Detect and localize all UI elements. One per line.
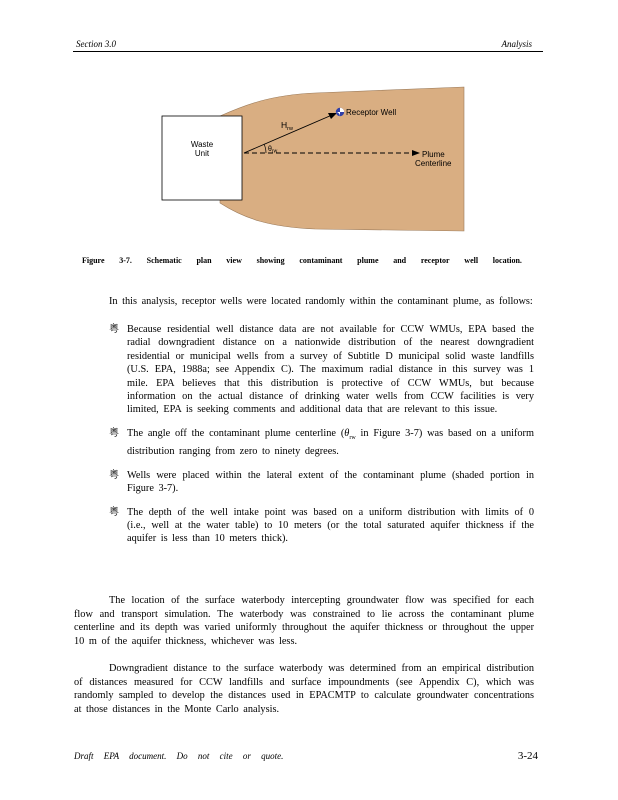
bullet-text: The angle off the contaminant plume centerline ($\theta_{rw}$ in Figure 3-7) was based on a uniform distribution ranging from zero to ninety degrees.	[127, 427, 534, 458]
receptor-well-label: Receptor Well	[346, 108, 397, 117]
receptor-well-icon	[336, 108, 344, 116]
header-rule	[73, 51, 543, 52]
caption-word: 3-7.	[119, 256, 132, 265]
caption-word: plan	[196, 256, 212, 265]
plume-label-2: Centerline	[415, 159, 452, 168]
caption-word: view	[226, 256, 242, 265]
caption-word: and	[393, 256, 407, 265]
bullet-text: The depth of the well intake point was based on a uniform distribution with limits of 0 (i.e., well at the water table) to 10 meters (or the total saturated aquifer thickness if the aquifer is less than 10 meters thick).	[127, 506, 534, 545]
waste-unit-label-1: Waste	[190, 140, 214, 149]
header-section: Section 3.0	[76, 39, 116, 49]
caption-word: contaminant	[299, 256, 343, 265]
receptor-well-bullet-list	[108, 323, 534, 556]
page-number: 3-24	[517, 750, 538, 762]
bullet-icon: 粵	[109, 506, 119, 518]
plume-label-1: Plume	[422, 150, 445, 159]
list-item	[108, 506, 534, 546]
list-item	[108, 323, 534, 417]
intro-paragraph: In this analysis, receptor wells were located randomly within the contaminant plume, as follows:	[109, 296, 533, 308]
caption-word: well	[464, 256, 479, 265]
bullet-text: Wells were placed within the lateral extent of the contaminant plume (shaded portion in Figure 3-7).	[127, 469, 534, 495]
theta-label: $\theta_{rw}$	[268, 146, 278, 155]
header-title: Analysis	[501, 39, 532, 49]
plume-figure	[160, 83, 465, 233]
hrw-label: $H_{rw}$	[281, 120, 293, 132]
plume-diagram	[160, 83, 465, 233]
downgradient-distance-paragraph: Downgradient distance to the surface waterbody was determined from an empirical distribution of distances measured for CCW landfills and surface impoundments (see Appendix C), which was randomly sampled to develop the distances used in EPACMTP to calculate groundwater concentrations at those distances in the Monte Carlo analysis.	[74, 663, 534, 715]
caption-word: Schematic	[146, 256, 182, 265]
footer-draft-notice: Draft EPA document. Do not cite or quote.	[74, 751, 284, 761]
waterbody-location-paragraph: The location of the surface waterbody intercepting groundwater flow was specified for each flow and transport simulation. The waterbody was constrained to lie across the contaminant plume centerline and its depth was varied uniformly throughout the aquifer thickness or throughout the upper 10 m of the aquifer thickness, whichever was less.	[74, 595, 534, 647]
bullet-icon: 粵	[109, 427, 119, 439]
caption-word: plume	[357, 256, 379, 265]
list-item	[108, 469, 534, 496]
bullet-icon: 粵	[109, 469, 119, 481]
caption-word: receptor	[420, 256, 450, 265]
waste-unit-label-2: Unit	[194, 149, 210, 158]
caption-word: location.	[492, 256, 522, 265]
list-item	[108, 427, 534, 459]
bullet-text: Because residential well distance data are not available for CCW WMUs, EPA based the radial downgradient distance on a nationwide distribution of the nearest downgradient residential or municipal wells from a survey of Subtitle D municipal solid waste landfills (U.S. EPA, 1988a; see Appendix C). The maximum radial distance in this survey was 1 mile. EPA believes that this distribution is protective of CCW WMUs, but because information on the actual distance of drinking water wells from CCW facilities is very limited, EPA is seeking comments and additional data that are relevant to this issue.	[127, 324, 534, 416]
caption-word: Figure	[82, 256, 105, 265]
bullet-icon: 粵	[109, 324, 119, 335]
figure-caption	[82, 256, 522, 265]
caption-word: showing	[256, 256, 285, 265]
waste-unit-box	[162, 116, 242, 200]
